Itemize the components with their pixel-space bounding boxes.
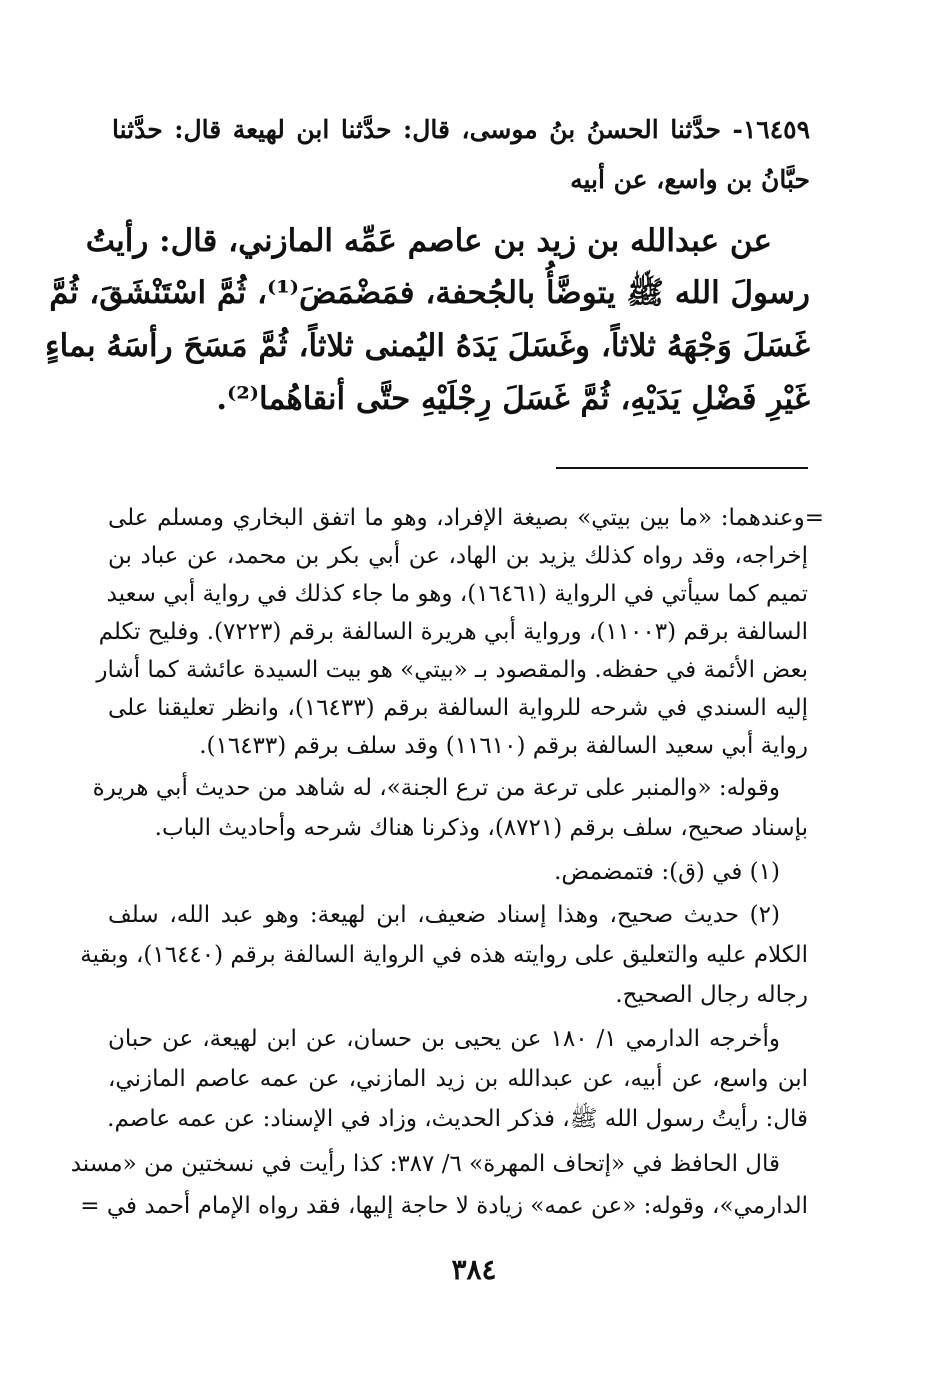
hadith-matn-line-4: غَيْرِ فَضْلِ يَدَيْهِ، ثُمَّ غَسَلَ رِجْلَيْهِ حتَّى أنقاهُما⁽²⁾.: [216, 381, 810, 417]
hadith-matn-line-3: غَسَلَ وَجْهَهُ ثلاثاً، وغَسَلَ يَدَهُ اليُمنى ثلاثاً، ثُمَّ مَسَحَ رأسَهُ بماءٍ: [45, 328, 810, 364]
page-number: ٣٨٤: [451, 1253, 497, 1286]
footnote-2-line-3: رجاله رجال الصحيح.: [615, 982, 808, 1008]
footnote-1: (١) في (ق): فتمضمض.: [554, 859, 780, 885]
hadith-matn-line-2: رسولَ الله ﷺ يتوضَّأُ بالجُحفة، فمَضْمَضَ⁽¹⁾، ثُمَّ اسْتَنْشَقَ، ثُمَّ: [49, 275, 810, 311]
hadith-isnad-line-2: حبَّانُ بن واسع، عن أبيه: [570, 165, 810, 194]
footnote-line-4: السالفة برقم (١١٠٠٣)، ورواية أبي هريرة السالفة برقم (٧٢٢٣). وفليح تكلم: [98, 619, 808, 645]
footnote-2-line-6: قال: رأيتُ رسول الله ﷺ، فذكر الحديث، وزاد في الإسناد: عن عمه عاصم.: [107, 1106, 808, 1132]
footnote-line-8: وقوله: «والمنبر على ترعة من ترع الجنة»، له شاهد من حديث أبي هريرة: [92, 775, 780, 801]
footnote-separator: [556, 467, 808, 469]
footnote-2-line-5: ابن واسع، عن أبيه، عن عبدالله بن زيد المازني، عن عمه عاصم المازني،: [108, 1066, 808, 1092]
footnote-line-5: بعض الأئمة في حفظه. والمقصود بـ «بيتي» هو بيت السيدة عائشة كما أشار: [96, 657, 808, 683]
footnote-line-2: إخراجه، وقد رواه كذلك يزيد بن الهاد، عن أبي بكر بن محمد، عن عباد بن: [108, 543, 808, 569]
footnote-line-6: إليه السندي في شرحه للرواية السالفة برقم (١٦٤٣٣)، وانظر تعليقنا على: [108, 695, 808, 721]
footnote-2-line-4: وأخرجه الدارمي ١/ ١٨٠ عن يحيى بن حسان، عن ابن لهيعة، عن حبان: [108, 1026, 780, 1052]
footnote-line-7: رواية أبي سعيد السالفة برقم (١١٦١٠) وقد سلف برقم (١٦٤٣٣).: [199, 733, 808, 759]
footnote-line-3: تميم كما سيأتي في الرواية (١٦٤٦١)، وهو ما جاء كذلك في رواية أبي سعيد: [106, 581, 808, 607]
footnote-2-line-1: (٢) حديث صحيح، وهذا إسناد ضعيف، ابن لهيعة: وهو عبد الله، سلف: [108, 902, 780, 928]
footnote-2-line-7: قال الحافظ في «إتحاف المهرة» ٦/ ٣٨٧: كذا رأيت في نسختين من «مسند: [70, 1151, 780, 1177]
footnote-line-1: =وعندهما: «ما بين بيتي» بصيغة الإفراد، وهو ما اتفق البخاري ومسلم على: [108, 505, 824, 531]
footnote-line-9: بإسناد صحيح، سلف برقم (٨٧٢١)، وذكرنا هناك شرحه وأحاديث الباب.: [154, 815, 808, 841]
hadith-isnad-line-1: ١٦٤٥٩- حدَّثنا الحسنُ بنُ موسى، قال: حدَّثنا ابن لهيعة قال: حدَّثنا: [112, 115, 810, 144]
footnote-2-line-2: الكلام عليه والتعليق على روايته هذه في الرواية السالفة برقم (١٦٤٤٠)، وبقية: [80, 942, 808, 968]
hadith-matn-line-1: عن عبدالله بن زيد بن عاصم عَمِّه المازني، قال: رأيتُ: [85, 223, 772, 259]
footnote-2-line-8: الدارمي»، وقوله: «عن عمه» زيادة لا حاجة إليها، فقد رواه الإمام أحمد في =: [80, 1193, 808, 1219]
